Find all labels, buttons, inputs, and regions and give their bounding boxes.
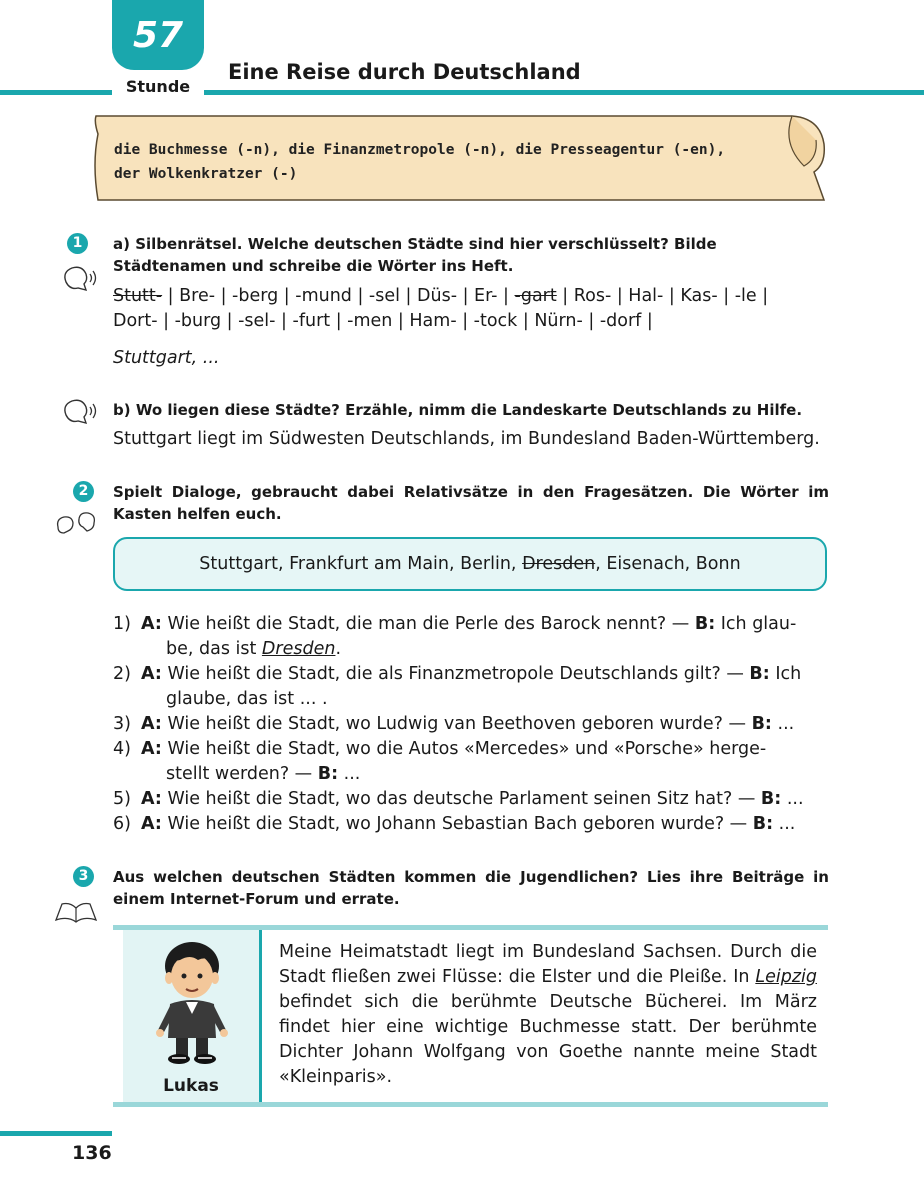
vocab-list (114, 138, 725, 186)
task-2-heading: Spielt Dialoge, gebraucht dabei Relativsätze in den Fragesätzen. Die Wörter im Kasten helfen euch. (113, 483, 829, 523)
dialogue-item (113, 737, 829, 787)
speaker-b: B: (752, 814, 774, 834)
dialogue-text: Wie heißt die Stadt, wo Johann Sebastian Bach geboren wurde? — (161, 814, 753, 834)
task-number-3: 3 (73, 866, 94, 887)
page-title: Eine Reise durch Deutschland (228, 60, 581, 84)
syllable-struck-start: Stutt- (113, 286, 163, 306)
forum-rule-bottom (113, 1102, 828, 1107)
speaker-a: A: (141, 614, 162, 634)
dialogue-heads-icon (54, 507, 98, 539)
dialogue-text: Wie heißt die Stadt, wo die Autos «Mercedes» und «Porsche» herge- (161, 739, 767, 759)
dialogue-number: 5) (113, 789, 131, 809)
task-1b-heading: b) Wo liegen diese Städte? Erzähle, nimm die Landeskarte Deutschlands zu Hilfe. (113, 401, 803, 419)
dialogue-text: Wie heißt die Stadt, die als Finanzmetropole Deutschlands gilt? — (161, 664, 750, 684)
task-number-2: 2 (73, 481, 94, 502)
dialogue-text: ... (781, 789, 804, 809)
forum-post-text (279, 940, 817, 1090)
header-rule-left (0, 90, 112, 95)
word-box-cities-end: , Eisenach, Bonn (595, 554, 741, 574)
speaker-b: B: (749, 664, 770, 684)
speaking-head-icon (58, 395, 102, 427)
dialogue-number: 4) (113, 739, 131, 759)
vocab-line-1: die Buchmesse (-n), die Finanzmetropole (-n), die Presseagentur (-en), (114, 142, 726, 158)
dialogue-text: Ich (769, 664, 802, 684)
dialogue-item (113, 712, 829, 737)
speaker-b: B: (751, 714, 772, 734)
syllable-struck-gart: -gart (514, 286, 557, 306)
dialogue-item (113, 612, 829, 662)
dialogue-text: Wie heißt die Stadt, wo das deutsche Parlament seinen Sitz hat? — (161, 789, 761, 809)
header-rule-right (204, 90, 924, 95)
forum-text-part: Meine Heimatstadt liegt im Bundesland Sachsen. Durch die Stadt fließen zwei Flüsse: die Elster und die Pleiße. In (279, 942, 817, 987)
speaker-a: A: (141, 739, 162, 759)
task-1b-example: Stuttgart liegt im Südwesten Deutschlands, im Bundesland Baden-Württemberg. (113, 429, 820, 449)
dialogue-text: Wie heißt die Stadt, wo Ludwig van Beethoven geboren wurde? — (161, 714, 752, 734)
answer-city: Dresden (261, 639, 336, 659)
lesson-number: 57 (132, 15, 184, 56)
forum-city: Leipzig (755, 967, 817, 987)
dialogue-text: be, das ist (166, 639, 262, 659)
syllables-line-1: | Bre- | -berg | -mund | -sel | Düs- | Er- | (162, 286, 515, 306)
vocab-line-2: der Wolkenkratzer (-) (114, 166, 298, 182)
page-number: 136 (72, 1142, 112, 1164)
open-book-icon (54, 896, 98, 928)
dialogue-text: ... (771, 714, 795, 734)
dialogue-number: 1) (113, 614, 131, 634)
speaker-b: B: (760, 789, 782, 809)
word-box (113, 537, 827, 591)
dialogue-number: 2) (113, 664, 131, 684)
dialogue-text: stellt werden? — (166, 764, 318, 784)
forum-divider (259, 930, 262, 1102)
speaker-b: B: (317, 764, 339, 784)
footer-rule (0, 1131, 112, 1136)
speaker-a: A: (141, 789, 162, 809)
dialogue-text: glaube, das ist ... . (166, 689, 328, 709)
speaker-a: A: (141, 714, 162, 734)
dialogue-text: . (335, 639, 342, 659)
speaker-b: B: (694, 614, 716, 634)
task-3-heading: Aus welchen deutschen Städten kommen die Jugendlichen? Lies ihre Beiträge in einem Internet-Forum und errate. (113, 868, 829, 908)
speaker-a: A: (141, 664, 162, 684)
task-1a-example: Stuttgart, ... (113, 348, 220, 368)
dialogue-item (113, 812, 829, 837)
forum-text-part: befindet sich die berühmte Deutsche Bücherei. Im März findet hier eine wichtige Buchmesse statt. Der berühmte Dichter Johann Wolfgang von Goethe nannte meine Stadt «Kleinparis». (279, 992, 817, 1087)
speaker-a: A: (141, 814, 162, 834)
task-number-1: 1 (67, 233, 88, 254)
author-name: Lukas (163, 1076, 219, 1096)
dialogue-text: ... (338, 764, 361, 784)
dialogue-number: 3) (113, 714, 131, 734)
syllables-line-2: Dort- | -burg | -sel- | -furt | -men | Ham- | -tock | Nürn- | -dorf | (113, 311, 653, 331)
syllables-line-1-end: | Ros- | Hal- | Kas- | -le | (556, 286, 769, 306)
dialogue-number: 6) (113, 814, 131, 834)
dialogue-text: ... (773, 814, 796, 834)
task-1a-heading: a) Silbenrätsel. Welche deutschen Städte sind hier verschlüsselt? Bilde Städtenamen und schreibe die Wörter ins Heft. (113, 235, 717, 275)
word-box-cities: Stuttgart, Frankfurt am Main, Berlin, (199, 554, 523, 574)
dialogue-item (113, 662, 829, 712)
dialogue-text: Ich glau- (715, 614, 797, 634)
dialogue-item (113, 787, 829, 812)
speaking-head-icon (58, 262, 102, 294)
syllable-puzzle (113, 284, 833, 334)
dialogue-text: Wie heißt die Stadt, die man die Perle des Barock nennt? — (161, 614, 695, 634)
word-box-struck-city: Dresden (522, 554, 596, 574)
avatar (150, 938, 234, 1068)
lesson-label: Stunde (125, 77, 191, 96)
